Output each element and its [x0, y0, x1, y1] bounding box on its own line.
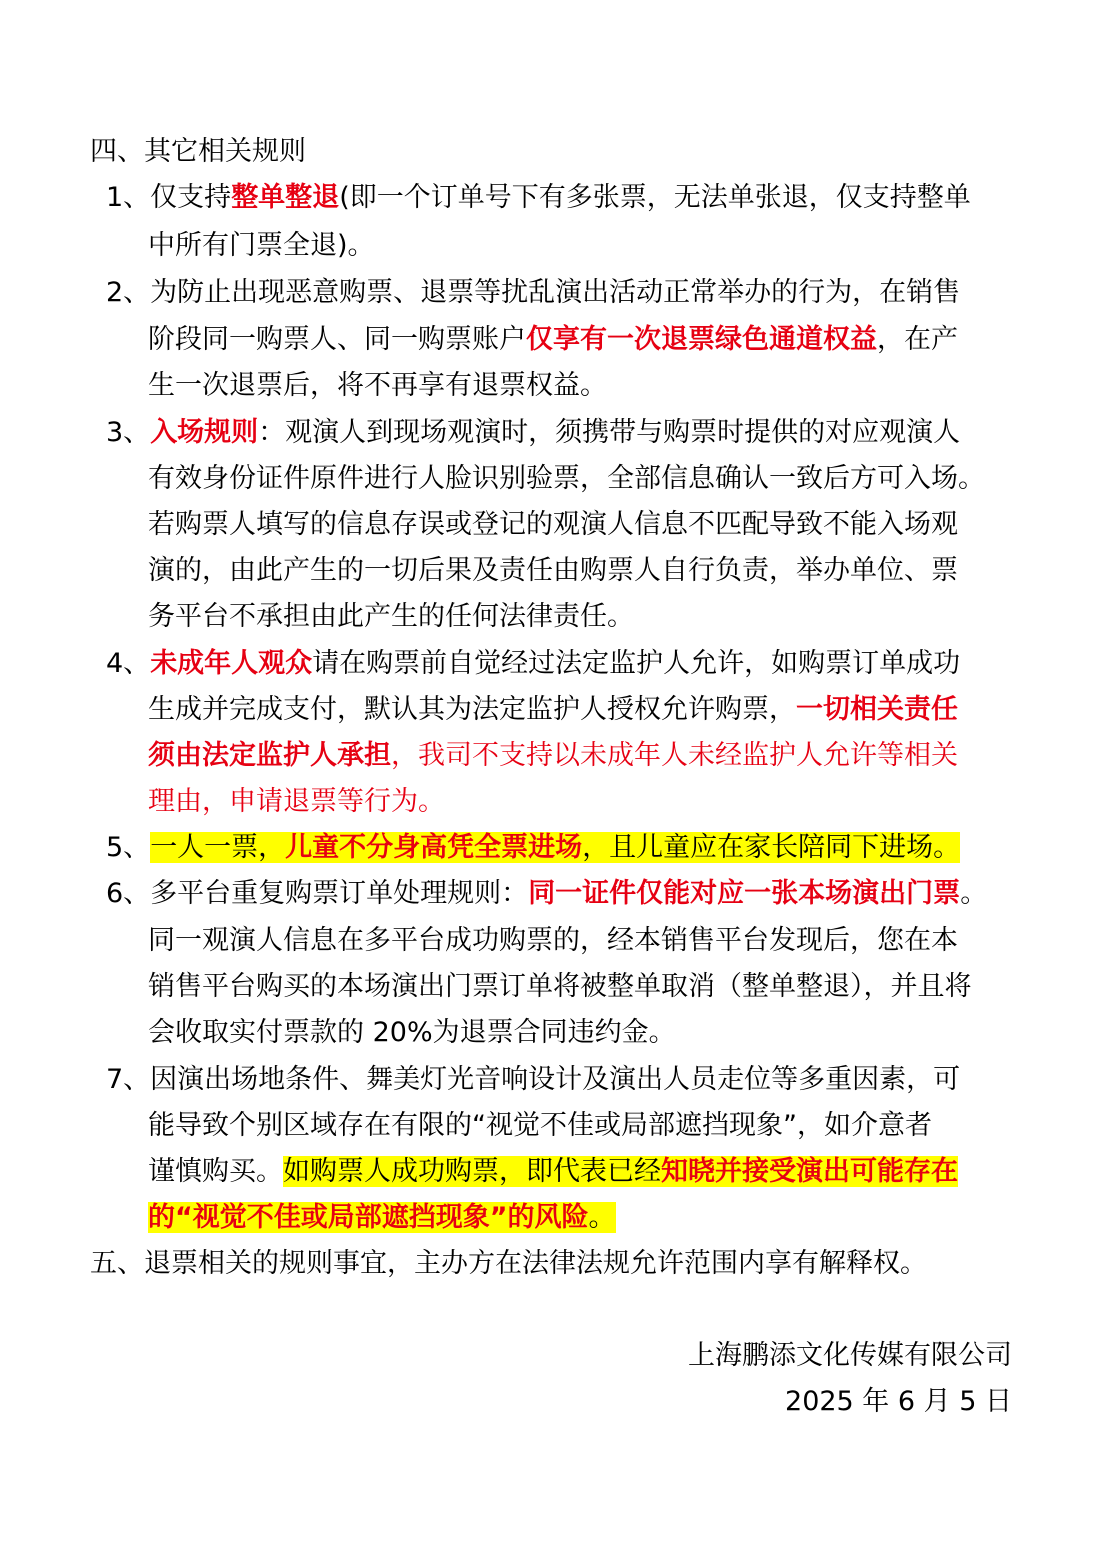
rule-7-line-3	[148, 1149, 958, 1195]
text-run: 须由法定监护人承担	[148, 740, 391, 771]
rule-6-line-3	[148, 964, 972, 1010]
text-run: 一切相关责任	[796, 694, 958, 725]
rule-4-line-2	[148, 687, 958, 733]
text-run: 。	[588, 1202, 616, 1233]
rule-6-line-2	[148, 918, 958, 964]
text-run: 销售平台购买的本场演出门票订单将被整单取消（整单整退），并且将	[148, 971, 972, 1002]
text-run: 3、	[106, 417, 151, 448]
rule-5-line-1	[106, 825, 960, 871]
text-run: 生成并完成支付，默认其为法定监护人授权允许购票，	[148, 694, 796, 725]
rule-3-line-3	[148, 502, 958, 548]
text-run: 同一证件仅能对应一张本场演出门票	[528, 878, 961, 909]
signature-date: 2025 年 6 月 5 日	[785, 1386, 1012, 1417]
text-run: 4、	[106, 648, 151, 679]
text-run: 的“视觉不佳或局部遮挡现象”的风险	[148, 1202, 589, 1233]
text-run: 6、多平台重复购票订单处理规则：	[106, 878, 529, 909]
rule-7-line-2	[148, 1103, 932, 1149]
text-run: 2、为防止出现恶意购票、退票等扰乱演出活动正常举办的行为，在销售	[106, 277, 961, 308]
rule-7-line-4	[148, 1195, 616, 1241]
rule-2-line-3	[148, 363, 607, 409]
text-run: 知晓并接受演出可能存在	[661, 1156, 958, 1187]
text-run: 理由，申请退票等行为。	[148, 786, 445, 817]
text-run: ，且儿童应在家长陪同下进场。	[582, 832, 961, 863]
section-5-text: 五、退票相关的规则事宜，主办方在法律法规允许范围内享有解释权。	[90, 1248, 927, 1279]
text-run: 务平台不承担由此产生的任何法律责任。	[148, 601, 634, 632]
rule-4-line-4	[148, 779, 445, 825]
text-run: 能导致个别区域存在有限的“视觉不佳或局部遮挡现象”，如介意者	[148, 1110, 932, 1141]
section-4-heading: 四、其它相关规则	[90, 136, 306, 167]
text-run: 演的，由此产生的一切后果及责任由购票人自行负责，举办单位、票	[148, 555, 958, 586]
text-run: ：观演人到现场观演时，须携带与购票时提供的对应观演人	[258, 417, 961, 448]
text-run: 入场规则	[150, 417, 259, 448]
text-run: 阶段同一购票人、同一购票账户	[148, 324, 526, 355]
text-run: 若购票人填写的信息存误或登记的观演人信息不匹配导致不能入场观	[148, 509, 958, 540]
rule-6-line-1	[106, 871, 987, 917]
rule-1-line-1	[106, 175, 971, 221]
rule-2-line-1	[106, 270, 960, 316]
text-run: 生一次退票后，将不再享有退票权益。	[148, 370, 607, 401]
text-run: 5、	[106, 832, 151, 863]
text-run: 未成年人观众	[150, 648, 313, 679]
text-run: 谨慎购买。	[148, 1156, 283, 1187]
rule-4-line-1	[106, 641, 960, 687]
rule-3-line-2	[148, 456, 985, 502]
signature-company: 上海鹏添文化传媒有限公司	[688, 1340, 1012, 1371]
rule-3-line-1	[106, 410, 960, 456]
text-run: 请在购票前自觉经过法定监护人允许，如购票订单成功	[312, 648, 961, 679]
text-run: 同一观演人信息在多平台成功购票的，经本销售平台发现后，您在本	[148, 925, 958, 956]
text-run: 整单整退	[231, 182, 340, 213]
text-run: 1、仅支持	[106, 182, 232, 213]
rule-3-line-4	[148, 548, 958, 594]
text-run: 儿童不分身高凭全票进场	[285, 832, 583, 863]
text-run: 有效身份证件原件进行人脸识别验票，全部信息确认一致后方可入场。	[148, 463, 985, 494]
rule-7-line-1	[106, 1057, 960, 1103]
text-run: ，在产	[877, 324, 958, 355]
text-run: 中所有门票全退)。	[148, 230, 375, 261]
text-run: 一人一票，	[150, 832, 286, 863]
rule-1-line-2	[148, 223, 375, 269]
text-run: 会收取实付票款的 20%为退票合同违约金。	[148, 1017, 676, 1048]
text-run: 7、因演出场地条件、舞美灯光音响设计及演出人员走位等多重因素，可	[106, 1064, 961, 1095]
text-run: (即一个订单号下有多张票，无法单张退，仅支持整单	[339, 182, 971, 213]
text-run: 。	[960, 878, 988, 909]
text-run: ，我司不支持以未成年人未经监护人允许等相关	[391, 740, 958, 771]
text-run: 仅享有一次退票绿色通道权益	[526, 324, 877, 355]
rule-3-line-5	[148, 594, 634, 640]
rule-6-line-4	[148, 1010, 676, 1056]
rule-4-line-3	[148, 733, 958, 779]
rule-2-line-2	[148, 317, 958, 363]
text-run: 如购票人成功购票，即代表已经	[283, 1156, 661, 1187]
